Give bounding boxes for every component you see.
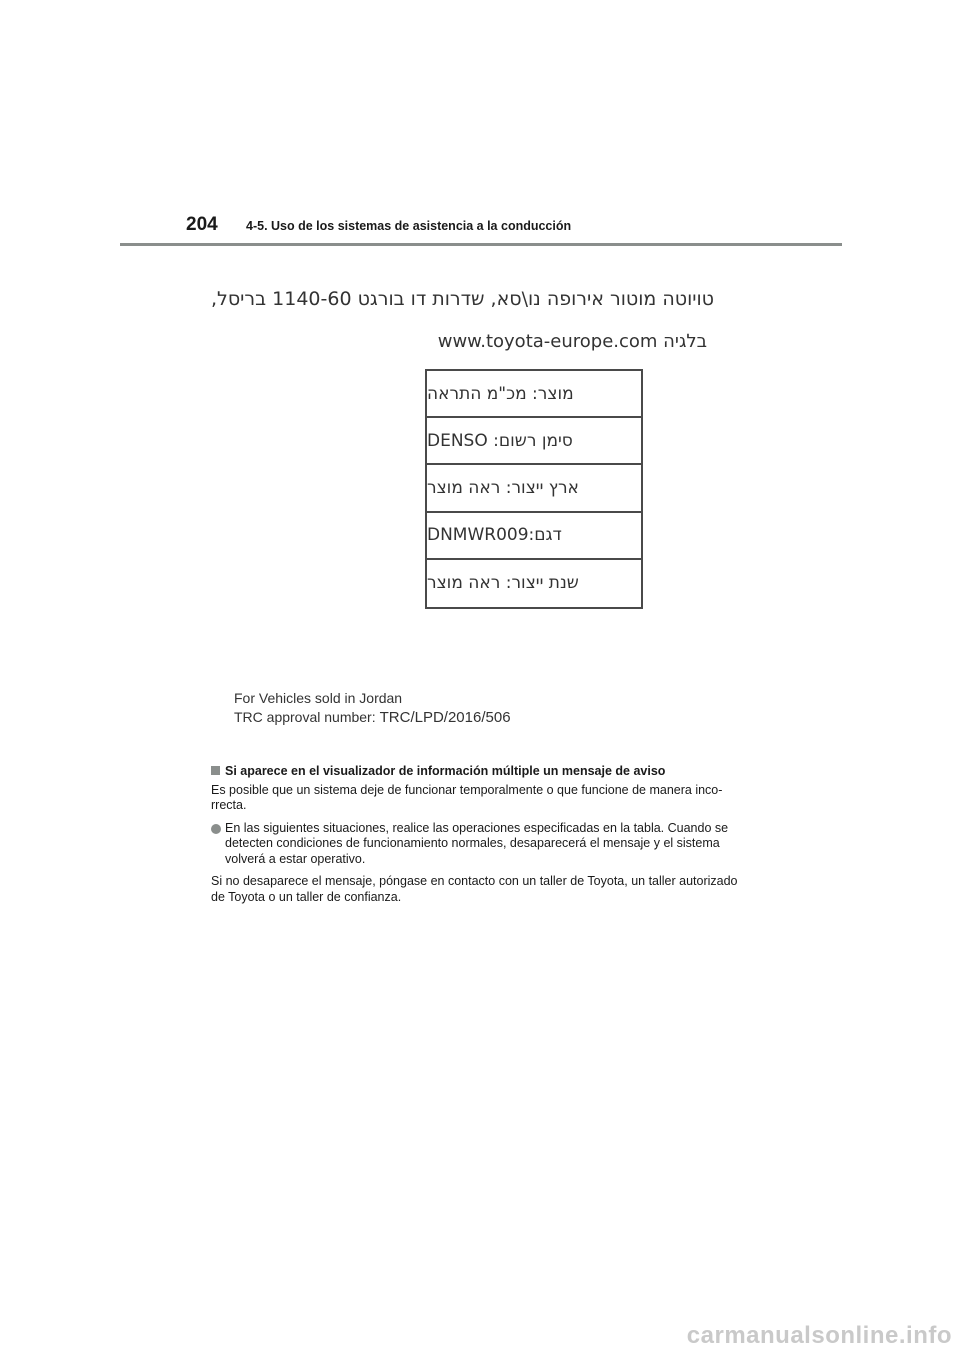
paragraph-contact: Si no desaparece el mensaje, póngase en contacto con un taller de Toyota, un taller autorizado de Toyota o un taller de confianza. xyxy=(211,874,738,904)
label-row-country: ארץ ייצור: ראה מוצר xyxy=(427,465,641,512)
section-title: 4-5. Uso de los sistemas de asistencia a la conducción xyxy=(246,219,572,233)
approval-line xyxy=(234,708,511,727)
circle-bullet-icon xyxy=(211,824,221,834)
jordan-approval-block xyxy=(234,689,511,727)
bullet-text: En las siguientes situaciones, realice las operaciones especificadas en la tabla. Cuando se detecten condiciones de funcionamiento normales, desaparecerá el mensaje y el sistema volverá a estar operativo. xyxy=(225,820,729,866)
label-row-product: מוצר: מכ"מ התראה xyxy=(427,371,641,418)
header-rule xyxy=(120,243,842,246)
square-bullet-icon xyxy=(211,766,220,775)
paragraph-intro: Es posible que un sistema deje de funcionar temporalmente o que funcione de manera inco-rrecta. xyxy=(211,782,723,812)
label-row-year: שנת ייצור: ראה מוצר xyxy=(427,573,579,594)
label-row-trademark: סימן רשום: DENSO xyxy=(427,418,641,465)
approval-number: TRC/LPD/2016/506 xyxy=(379,709,511,726)
certification-label-table xyxy=(425,369,643,609)
bullet-item xyxy=(211,821,751,868)
subheading xyxy=(211,764,751,780)
jordan-line: For Vehicles sold in Jordan xyxy=(234,690,403,706)
watermark: carmanualsonline.info xyxy=(686,1322,952,1349)
hebrew-address-line: טויוטה מוטור אירופה נו\סא, שדרות דו בורגט 1140-60 בריסל, xyxy=(211,288,714,310)
subheading-text: Si aparece en el visualizador de información múltiple un mensaje de aviso xyxy=(225,764,666,778)
hebrew-website-line: בלגיה www.toyota-europe.com xyxy=(437,331,707,352)
approval-label: TRC approval number: xyxy=(234,709,376,725)
label-row-model: דגם:DNMWR009 xyxy=(427,513,641,560)
body-content xyxy=(211,764,751,912)
page-number: 204 xyxy=(186,214,218,235)
